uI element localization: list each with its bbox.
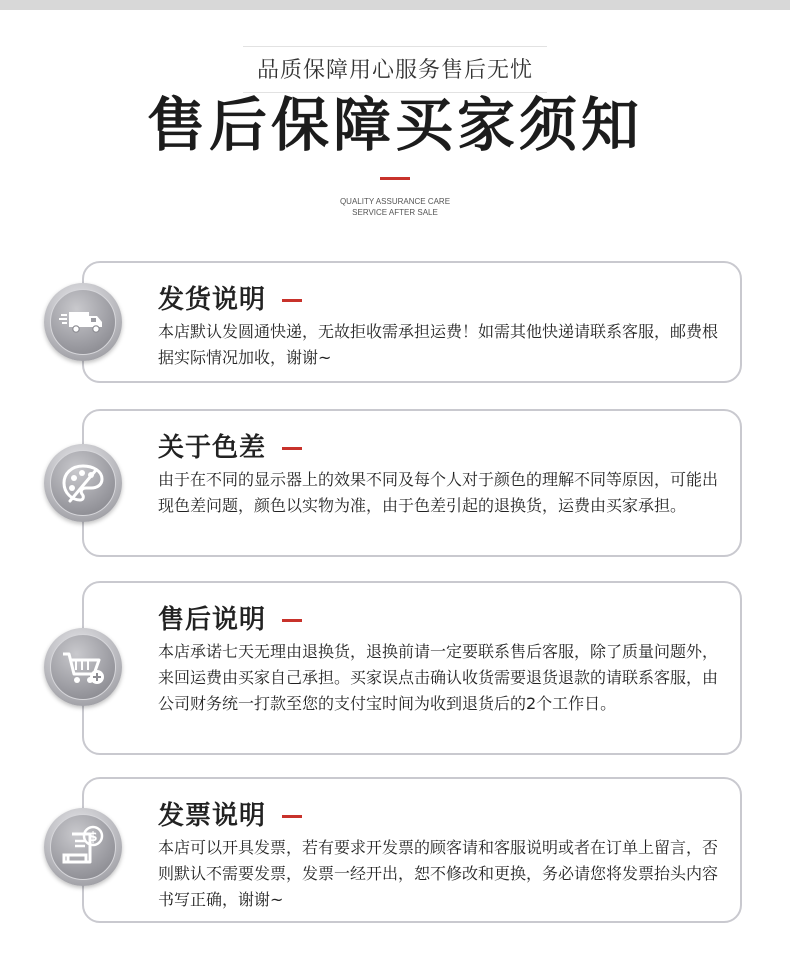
page-subtitle: 品质保障用心服务售后无忧 [243, 46, 547, 93]
section-title-text: 关于色差 [158, 433, 267, 463]
section-card-color-difference [82, 409, 742, 557]
title-accent-dash [282, 299, 302, 302]
invoice-dollar-icon [44, 808, 122, 886]
section-text: 本店可以开具发票，若有要求开发票的顾客请和客服说明或者在订单上留言，否则默认不需要发票，发票一经开出，恕不修改和更换，务必请您将发票抬头内容书写正确，谢谢~ [158, 838, 719, 909]
section-card-shipping [82, 261, 742, 383]
section-title-text: 售后说明 [158, 605, 267, 635]
section-title [158, 599, 302, 636]
delivery-truck-icon [44, 283, 122, 361]
page-title: 售后保障买家须知 [146, 91, 643, 159]
title-accent-dash [282, 815, 302, 818]
section-text: 由于在不同的显示器上的效果不同及每个人对于颜色的理解不同等原因，可能出现色差问题，颜色以实物为准，由于色差引起的退换货，运费由买家承担。 [158, 470, 719, 515]
section-text: 本店承诺七天无理由退换货，退换前请一定要联系售后客服，除了质量问题外，来回运费由买家自己承担。买家误点击确认收货需要退货退款的请联系客服，由公司财务统一打款至您的支付宝时间为收到退货后的2个工作日。 [158, 642, 719, 713]
english-tagline [0, 196, 790, 218]
section-text: 本店默认发圆通快递，无故拒收需承担运费！如需其他快递请联系客服，邮费根据实际情况加收，谢谢~ [158, 322, 719, 367]
section-card-invoice [82, 777, 742, 923]
title-accent-dash [282, 619, 302, 622]
svg-text:$: $ [88, 830, 98, 845]
section-title-text: 发货说明 [158, 285, 267, 315]
section-card-after-sales [82, 581, 742, 755]
subtitle-block [0, 46, 790, 93]
title-accent-dash [282, 447, 302, 450]
shopping-cart-add-icon [44, 628, 122, 706]
english-tagline-line2: SERVICE AFTER SALE [352, 208, 438, 217]
color-palette-icon [44, 444, 122, 522]
english-tagline-line1: QUALITY ASSURANCE CARE [339, 197, 451, 206]
top-divider-bar [0, 0, 790, 10]
title-accent-dash [380, 177, 410, 180]
section-title [158, 427, 302, 464]
section-title-text: 发票说明 [158, 801, 267, 831]
section-title [158, 279, 302, 316]
section-title [158, 795, 302, 832]
